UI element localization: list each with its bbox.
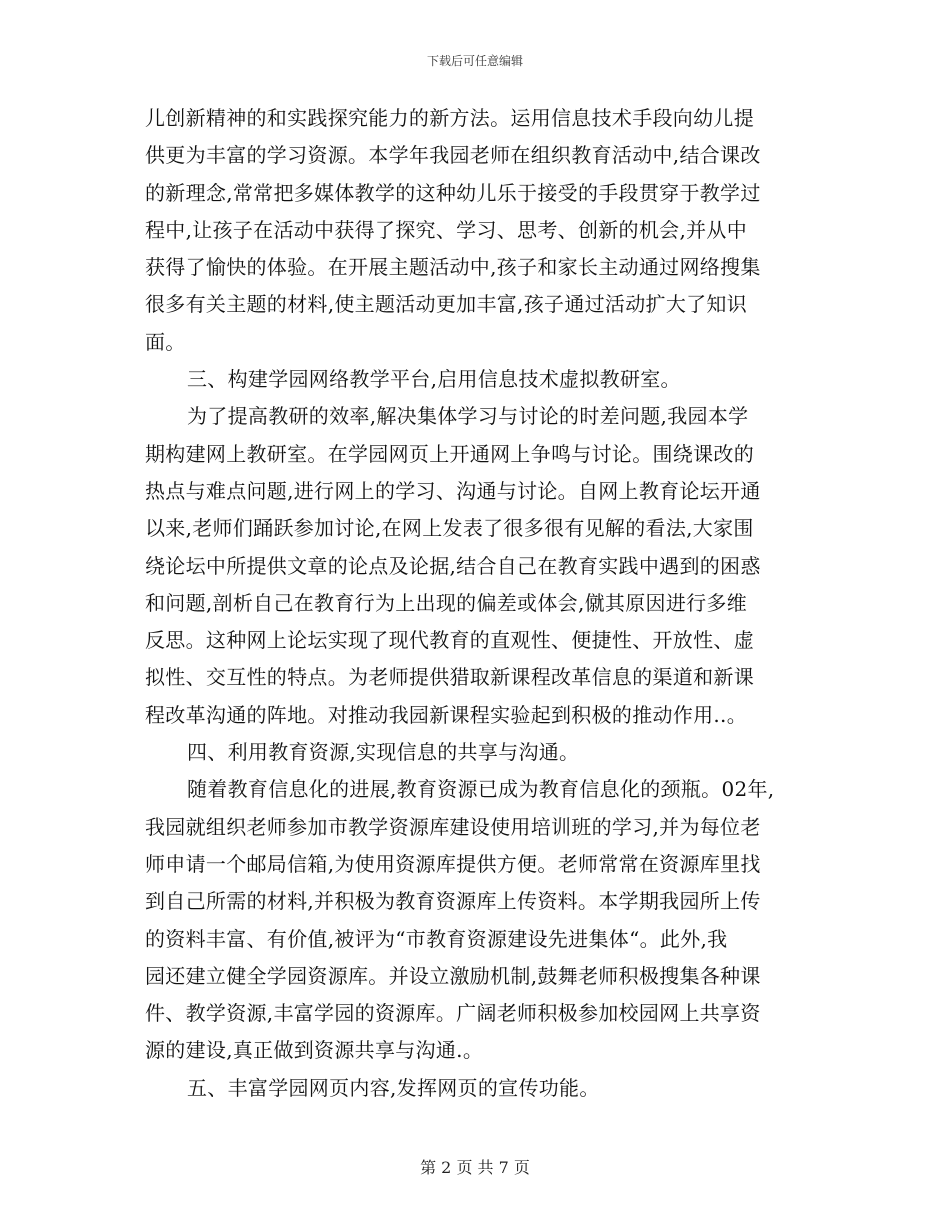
text-line: 供更为丰富的学习资源。本学年我园老师在组织教育活动中,结合课改 xyxy=(145,143,761,168)
text-line: 三、构建学园网络教学平台,启用信息技术虚拟教研室。 xyxy=(187,367,681,392)
text-line: 程改革沟通的阵地。对推动我园新课程实验起到积极的推动作用..。 xyxy=(145,702,748,727)
text-line: 我园就组织老师参加市教学资源库建设使用培训班的学习,并为每位老 xyxy=(145,814,761,839)
page-footer: 第 2 页 共 7 页 xyxy=(420,1158,530,1177)
text-line: 期构建网上教研室。在学园网页上开通网上争鸣与讨论。围绕课改的 xyxy=(145,441,754,466)
text-line: 和问题,剖析自己在教育行为上出现的偏差或体会,僦其原因进行多维 xyxy=(145,590,748,615)
document-body xyxy=(145,100,810,1107)
text-line: 程中,让孩子在活动中获得了探究、学习、思考、创新的机会,并从中 xyxy=(145,217,748,242)
text-line: 反思。这种网上论坛实现了现代教育的直观性、便捷性、开放性、虚 xyxy=(145,628,754,653)
text-line: 园还建立健全学园资源库。并设立激励机制,鼓舞老师积极搜集各种课 xyxy=(145,963,761,988)
text-line: 随着教育信息化的进展,教育资源已成为教育信息化的颈瓶。02年, xyxy=(187,777,775,802)
text-line: 件、教学资源,丰富学园的资源库。广阔老师积极参加校园网上共享资 xyxy=(145,1001,761,1026)
page-header: 下载后可任意编辑 xyxy=(426,54,523,68)
text-line: 的资料丰富、有价值,被评为“市教育资源建设先进集体“。此外,我 xyxy=(145,926,728,951)
text-line: 的新理念,常常把多媒体教学的这种幼儿乐于接受的手段贯穿于教学过 xyxy=(145,180,761,205)
text-line: 五、丰富学园网页内容,发挥网页的宣传功能。 xyxy=(187,1075,600,1100)
text-line: 为了提高教研的效率,解决集体学习与讨论的时差问题,我园本学 xyxy=(187,404,749,429)
text-line: 拟性、交互性的特点。为老师提供猎取新课程改革信息的渠道和新课 xyxy=(145,665,754,690)
text-line: 获得了愉快的体验。在开展主题活动中,孩子和家长主动通过网络搜集 xyxy=(145,255,761,280)
text-line: 源的建设,真正做到资源共享与沟通.。 xyxy=(145,1038,484,1063)
text-line: 四、利用教育资源,实现信息的共享与沟通。 xyxy=(187,740,580,765)
text-line: 热点与难点问题,进行网上的学习、沟通与讨论。自网上教育论坛开通 xyxy=(145,478,761,503)
text-line: 儿创新精神的和实践探究能力的新方法。运用信息技术手段向幼儿提 xyxy=(145,106,754,130)
text-line: 师申请一个邮局信箱,为使用资源库提供方便。老师常常在资源库里找 xyxy=(145,851,761,876)
text-line: 绕论坛中所提供文章的论点及论据,结合自己在教育实践中遇到的困惑 xyxy=(145,553,761,578)
text-line: 面。 xyxy=(145,329,186,354)
text-line: 到自己所需的材料,并积极为教育资源库上传资料。本学期我园所上传 xyxy=(145,889,761,914)
text-line: 很多有关主题的材料,使主题活动更加丰富,孩子通过活动扩大了知识 xyxy=(145,292,748,317)
text-line: 以来,老师们踊跃参加讨论,在网上发表了很多很有见解的看法,大家围 xyxy=(145,516,754,541)
